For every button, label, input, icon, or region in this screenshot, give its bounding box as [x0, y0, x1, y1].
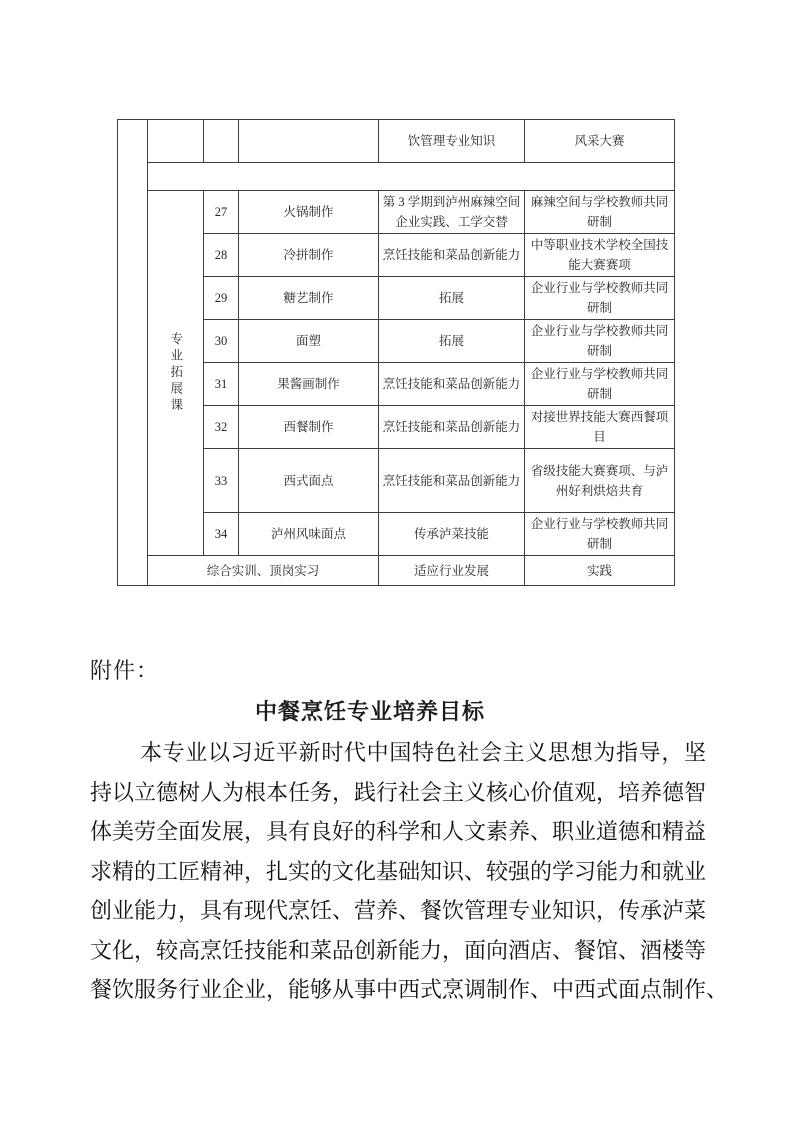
course-desc-cell: 烹饪技能和菜品创新能力: [379, 234, 525, 277]
paragraph-line: 求精的工匠精神，扎实的文化基础知识、较强的学习能力和就业: [90, 858, 707, 884]
section-label-cell: [148, 191, 204, 556]
course-remark-cell: 企业行业与学校教师共同研制: [525, 363, 675, 406]
course-name-cell: 果酱画制作: [239, 363, 379, 406]
course-remark-cell: 麻辣空间与学校教师共同研制: [525, 191, 675, 234]
course-desc-cell: 拓展: [379, 320, 525, 363]
table-row-footer: [118, 556, 675, 586]
course-remark-cell: 企业行业与学校教师共同研制: [525, 320, 675, 363]
footer-label-cell: 综合实训、顶岗实习: [148, 556, 379, 586]
course-desc-cell: 烹饪技能和菜品创新能力: [379, 449, 525, 513]
curriculum-table: [117, 119, 675, 586]
footer-desc-cell: 适应行业发展: [379, 556, 525, 586]
footer-remark-cell: 实践: [525, 556, 675, 586]
paragraph-line: 体美劳全面发展，具有良好的科学和人文素养、职业道德和精益: [90, 819, 707, 844]
table-row-spacer: [118, 163, 675, 191]
paragraph-line: 持以立德树人为根本任务，践行社会主义核心价值观，培养德智: [90, 779, 707, 805]
attachment-label: 附件：: [90, 658, 160, 683]
paragraph-line: 餐饮服务行业企业，能够从事中西式烹调制作、中西式面点制作、: [90, 977, 729, 1002]
course-remark-cell: 对接世界技能大赛西餐项目: [525, 406, 675, 449]
course-desc-cell: 拓展: [379, 277, 525, 320]
continuation-remark-cell: 风采大赛: [525, 120, 675, 163]
attachment-title: 中餐烹饪专业培养目标: [254, 699, 485, 724]
table-row-continuation: [118, 120, 675, 163]
left-spacer-cell: [118, 120, 148, 586]
row-no-cell: 31: [204, 363, 239, 406]
course-remark-cell: 企业行业与学校教师共同研制: [525, 513, 675, 556]
empty-cell: [204, 120, 239, 163]
row-no-cell: 30: [204, 320, 239, 363]
course-name-cell: 西餐制作: [239, 406, 379, 449]
empty-row-cell: [148, 163, 675, 191]
row-no-cell: 34: [204, 513, 239, 556]
empty-cell: [148, 120, 204, 163]
course-desc-cell: 烹饪技能和菜品创新能力: [379, 363, 525, 406]
row-no-cell: 33: [204, 449, 239, 513]
attachment-paragraph: [90, 733, 729, 1010]
paragraph-line: 文化，较高烹饪技能和菜品创新能力，面向酒店、餐馆、酒楼等: [90, 937, 707, 963]
row-no-cell: 29: [204, 277, 239, 320]
course-desc-cell: 传承泸菜技能: [379, 513, 525, 556]
course-desc-cell: 烹饪技能和菜品创新能力: [379, 406, 525, 449]
course-name-cell: 面塑: [239, 320, 379, 363]
course-name-cell: 糖艺制作: [239, 277, 379, 320]
course-name-cell: 西式面点: [239, 449, 379, 513]
section-label: 专业拓展课: [168, 331, 183, 415]
course-name-cell: 泸州风味面点: [239, 513, 379, 556]
course-remark-cell: 企业行业与学校教师共同研制: [525, 277, 675, 320]
table-row: [118, 191, 675, 234]
row-no-cell: 27: [204, 191, 239, 234]
course-desc-cell: 第 3 学期到泸州麻辣空间企业实践、工学交替: [379, 191, 525, 234]
continuation-desc-cell: 饮管理专业知识: [379, 120, 525, 163]
row-no-cell: 28: [204, 234, 239, 277]
paragraph-line: 本专业以习近平新时代中国特色社会主义思想为指导，坚: [140, 740, 706, 765]
course-remark-cell: 省级技能大赛赛项、与泸州好利烘焙共育: [525, 449, 675, 513]
empty-cell: [239, 120, 379, 163]
row-no-cell: 32: [204, 406, 239, 449]
paragraph-line: 创业能力，具有现代烹饪、营养、餐饮管理专业知识，传承泸菜: [90, 898, 707, 923]
course-name-cell: 冷拼制作: [239, 234, 379, 277]
course-name-cell: 火锅制作: [239, 191, 379, 234]
course-remark-cell: 中等职业技术学校全国技能大赛赛项: [525, 234, 675, 277]
